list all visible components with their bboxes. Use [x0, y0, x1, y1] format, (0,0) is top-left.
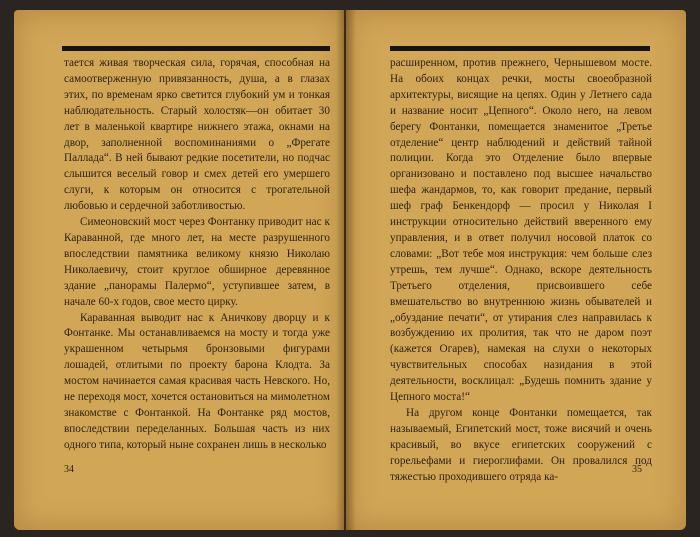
paragraph: Симеоновский мост через Фонтанку приводит нас к Караванной, где много лет, на месте разрушенного впоследствии памятника великому князю Николаю Николаевичу, стоит круглое обширное деревянное здание „панорамы Палермо“, уступившее затем, в начале 60-х годов, свое место цирку.: [64, 216, 330, 308]
header-rule-right: [390, 46, 650, 51]
paragraph: расширенном, против прежнего, Чернышевом мосте. На обоих концах речки, мосты своеобразной архитектуры, висящие на цепях. Один у Летнего сада и название носит „Цепного“. Около него, на левом берегу Фонтанки, помещается знаменитое „Третье отделение“ центр наблюдений и действий тайной полиции. Когда это Отделение было впервые организовано и поставлено под высшее начальство шефа жандармов, то, как говорит предание, первый шеф граф Бенкендорф — просил у Николая I инструкции относительно действий вверенного ему управления, и в ответ получил носовой платок со словами: „Вот тебе моя инструкция: чем больше слез утрешь, тем лучше“. Однако, вскоре деятельность Третьего отделения, присвоившего себе вмешательство во внутреннюю жизнь обывателей и „обуздание печати“, от утирания слез направилась к возбуждению их пролития, так что не даром поэт (кажется Огарев), намекая на слухи о некоторых чувствительных способах назидания в этой деятельности, восклицал: „Будешь помнить здание у Цепного моста!“: [390, 57, 652, 404]
right-page: [346, 10, 686, 530]
paragraph: На другом конце Фонтанки помещается, так называемый, Египетский мост, тоже висячий и очень красивый, во вкусе египетских сооружений с горельефами и гиероглифами. Он провалился под тяжестью проходившего отряда ка-: [390, 406, 652, 483]
book-spine-gutter: [336, 10, 356, 530]
left-page: [14, 10, 344, 530]
page-number-left: 34: [64, 464, 74, 475]
right-page-text: [390, 56, 652, 485]
left-page-text: [64, 56, 330, 454]
page-number-right: 35: [632, 464, 642, 475]
paragraph: Караванная выводит нас к Аничкову дворцу и к Фонтанке. Мы останавливаемся на мосту и тогда уже украшенном четырьмя бронзовыми фигурами лошадей, отлитыми по проекту барона Клодта. За мостом начинается самая красивая часть Невского. Но, не переходя мост, хочется остановиться на мимолетном знакомстве с Фонтанкой. На Фонтанке ряд мостов, впоследствии переделанных. Большая часть из них одного типа, который ныне сохранен лишь в несколько: [64, 311, 330, 451]
paragraph: тается живая творческая сила, горячая, способная на самоотверженную привязанность, душа, а в глазах этих, по временам ярко светится глубокий ум и тонкая наблюдательность. Старый холостяк—он обитает 30 лет в маленькой квартире нижнего этажа, окнами на двор, заполненной воспоминаниями о „Фрегате Паллада“. В ней бывают редкие посетители, но подчас слышится веселый говор и смех детей его умершего слуги, к которым он относится с трогательной любовью и сердечной заботливостью.: [64, 57, 330, 213]
header-rule-left: [62, 46, 330, 51]
